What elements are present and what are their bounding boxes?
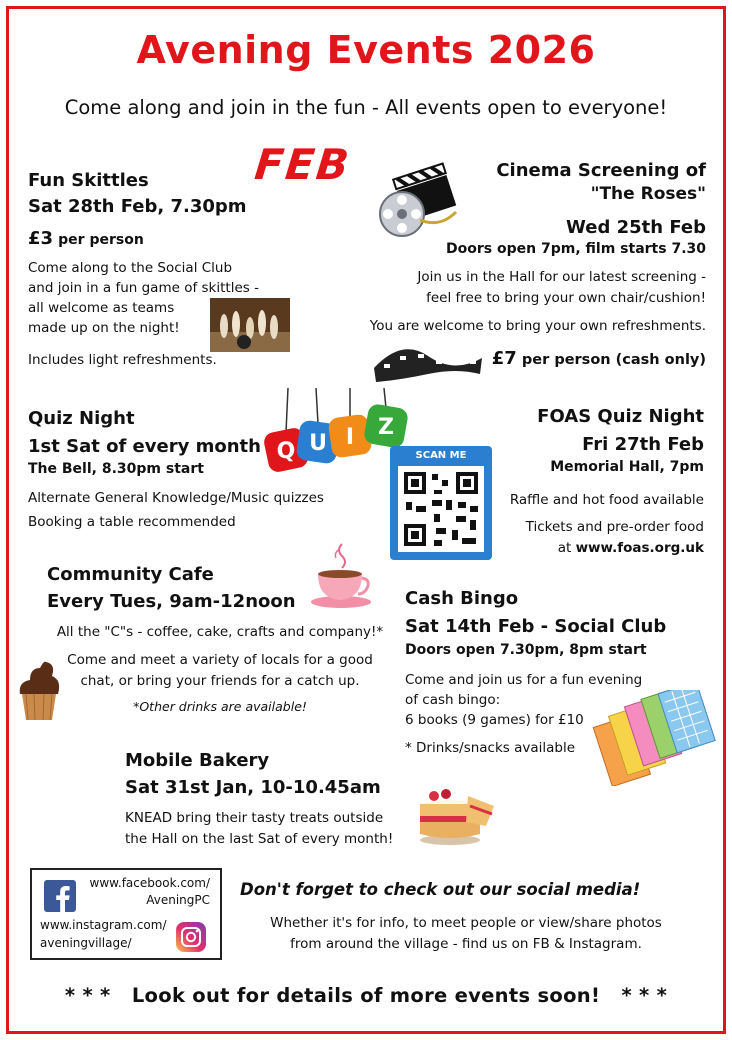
footer-stars-right: * * * (621, 984, 668, 1007)
film-clapper-icon (376, 160, 460, 240)
quiz-tag-q: Q (276, 439, 296, 464)
cafe-date: Every Tues, 9am-12noon (47, 591, 296, 612)
facebook-link[interactable] (90, 875, 210, 909)
footer-text: Look out for details of more events soon! (131, 984, 601, 1007)
instagram-url-1: www.instagram.com/ (40, 918, 167, 932)
cafe-title: Community Cafe (47, 564, 214, 585)
cinema-price-amount: £7 (491, 348, 517, 369)
page-title: Avening Events 2026 (136, 28, 596, 72)
instagram-url-2: aveningvillage/ (40, 936, 132, 950)
bakery-title: Mobile Bakery (125, 750, 270, 771)
bakery-line-2: the Hall on the last Sat of every month! (125, 831, 394, 847)
bakery-date: Sat 31st Jan, 10-10.45am (125, 777, 381, 798)
cafe-note: *Other drinks are available! (133, 699, 307, 714)
bingo-date: Sat 14th Feb - Social Club (405, 616, 667, 637)
cupcake-icon (16, 658, 62, 722)
page-subtitle: Come along and join in the fun - All events open to everyone! (64, 96, 668, 119)
foas-date: Fri 27th Feb (582, 434, 704, 455)
skittles-desc-3: all welcome as teams (28, 300, 175, 316)
social-line-1: Whether it's for info, to meet people or view/share photos (270, 915, 662, 931)
foas-venue: Memorial Hall, 7pm (550, 459, 704, 475)
cinema-desc-2: feel free to bring your own chair/cushion! (426, 290, 706, 306)
cafe-line-3: chat, or bring your friends for a catch up. (80, 673, 360, 689)
qr-scan-label: SCAN ME (415, 450, 467, 461)
cinema-title-1: Cinema Screening of (496, 160, 706, 181)
teacup-icon (308, 540, 374, 612)
skittles-note: Includes light refreshments. (28, 352, 217, 368)
foas-line-2: Tickets and pre-order food (525, 519, 704, 535)
month-tag: FEB (252, 140, 353, 189)
bingo-line-1: Come and join us for a fun evening (405, 672, 643, 688)
bingo-line-3: 6 books (9 games) for £10 (405, 712, 584, 728)
footer-banner (0, 984, 732, 1007)
bingo-title: Cash Bingo (405, 588, 519, 609)
foas-url-link[interactable]: www.foas.org.uk (575, 540, 704, 556)
quiz-date: 1st Sat of every month (28, 436, 261, 457)
cinema-desc-1: Join us in the Hall for our latest screening - (417, 269, 706, 285)
social-line-2: from around the village - find us on FB & Instagram. (290, 936, 642, 952)
cinema-date: Wed 25th Feb (566, 217, 706, 238)
skittles-price-suffix: per person (58, 232, 144, 248)
bingo-times: Doors open 7.30pm, 8pm start (405, 642, 647, 658)
social-heading: Don't forget to check out our social media! (240, 880, 641, 899)
skittles-desc-2: and join in a fun game of skittles - (28, 280, 259, 296)
skittles-photo (210, 298, 290, 352)
cafe-line-1: All the "C"s - coffee, cake, crafts and company!* (56, 624, 384, 640)
quiz-title: Quiz Night (28, 408, 135, 429)
social-links-box (30, 868, 222, 960)
quiz-tag-z: Z (378, 415, 394, 440)
cinema-price-suffix: per person (cash only) (521, 352, 706, 368)
cinema-title-2: "The Roses" (590, 184, 706, 204)
bingo-line-2: of cash bingo: (405, 692, 501, 708)
skittles-title: Fun Skittles (28, 170, 149, 191)
cafe-line-2: Come and meet a variety of locals for a good (67, 652, 373, 668)
skittles-desc-4: made up on the night! (28, 320, 180, 336)
bakery-line-1: KNEAD bring their tasty treats outside (125, 810, 384, 826)
foas-title: FOAS Quiz Night (537, 406, 704, 427)
film-strip-icon (372, 338, 484, 384)
qr-code-icon (398, 466, 484, 552)
skittles-price (28, 228, 144, 249)
quiz-line-2: Booking a table recommended (28, 514, 236, 530)
bingo-cards-icon (592, 690, 718, 786)
instagram-icon[interactable] (176, 922, 206, 952)
facebook-icon[interactable] (44, 880, 76, 912)
facebook-url-1: www.facebook.com/ (89, 876, 210, 890)
foas-line-3 (558, 538, 704, 558)
quiz-tag-i: I (345, 425, 355, 450)
facebook-url-2: AveningPC (146, 893, 210, 907)
bingo-note: * Drinks/snacks available (405, 740, 576, 756)
cinema-price (492, 348, 706, 369)
qr-code-panel (390, 446, 492, 560)
quiz-tag-u: U (309, 431, 327, 456)
sponge-cake-icon (414, 776, 498, 848)
cinema-note: You are welcome to bring your own refreshments. (369, 318, 706, 334)
quiz-venue: The Bell, 8.30pm start (28, 461, 204, 477)
instagram-link[interactable] (40, 916, 167, 952)
skittles-date: Sat 28th Feb, 7.30pm (28, 196, 247, 217)
skittles-price-amount: £3 (28, 228, 54, 249)
skittles-desc-1: Come along to the Social Club (28, 260, 233, 276)
cinema-times: Doors open 7pm, film starts 7.30 (446, 241, 706, 257)
foas-line-1: Raffle and hot food available (509, 492, 704, 508)
foas-at-text: at (557, 540, 572, 556)
footer-stars-left: * * * (64, 984, 111, 1007)
quiz-line-1: Alternate General Knowledge/Music quizzes (28, 490, 324, 506)
